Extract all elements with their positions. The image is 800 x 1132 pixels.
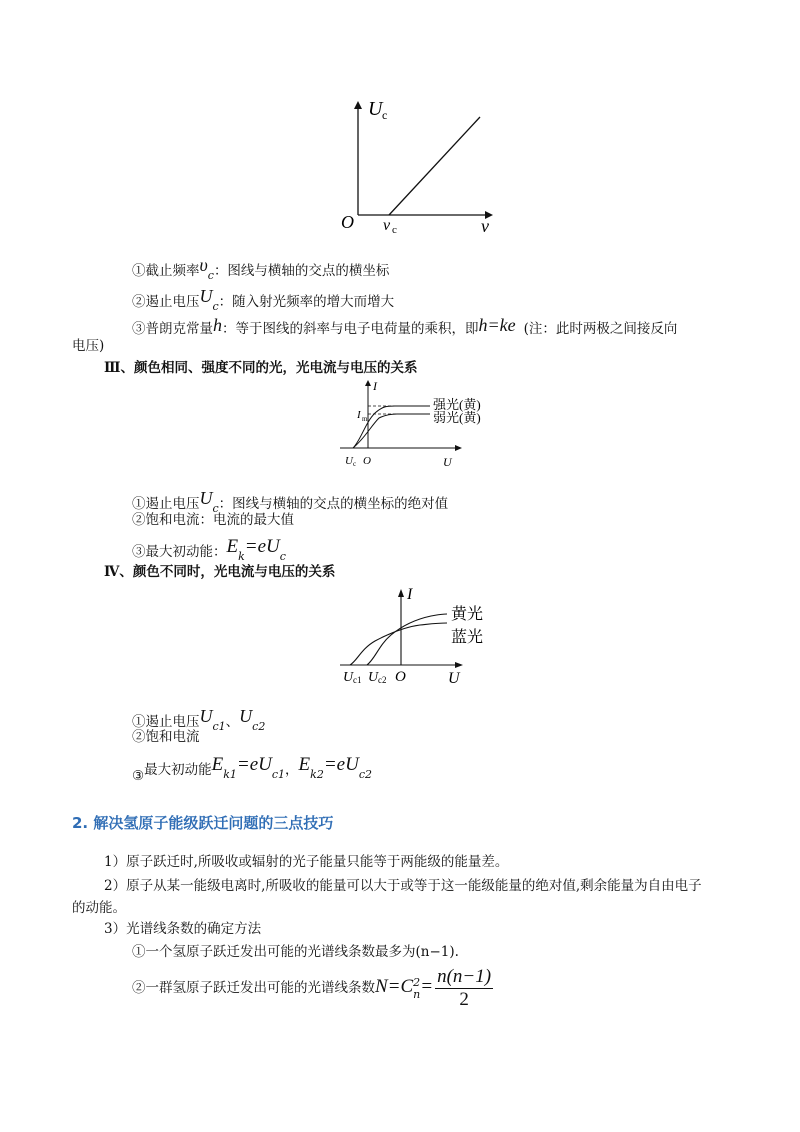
tip-3a: ①一个氢原子跃迁发出可能的光谱线条数最多为(n−1).: [132, 944, 459, 960]
fig2-origin: O: [363, 455, 371, 467]
heading-3: Ⅲ、颜色相同、强度不同的光，光电流与电压的关系: [104, 360, 418, 376]
fig2-strong: 强光(黄): [433, 397, 481, 412]
figure-current-vs-voltage-intensity: [335, 378, 495, 473]
fig3-uc2: U: [368, 670, 379, 685]
section-heading-2: 2. 解决氢原子能级跃迁问题的三点技巧: [72, 814, 334, 832]
fig2-uc: U: [345, 455, 353, 467]
fig3-origin: O: [395, 669, 406, 685]
tip-2: 2）原子从某一能级电离时,所吸收的能量可以大于或等于这一能级能量的绝对值,剩余能量为自由电子: [104, 878, 702, 894]
s1-item1: ①截止频率$\upsilon_c$：图线与横轴的交点的横坐标: [132, 255, 390, 282]
fig1-x-label: ν: [481, 216, 489, 235]
s1-item2: ②遏止电压$U_c$：随入射光频率的增大而增大: [132, 286, 395, 313]
fig2-uc-sub: c: [353, 460, 357, 468]
fig1-y-label: U: [368, 98, 383, 120]
fig1-origin: O: [341, 212, 354, 232]
s4-item1: ①遏止电压$U_{c1}$、$U_{c2}$: [132, 706, 266, 733]
fraction: $\frac{n(n-1)}{2}$: [437, 966, 492, 1010]
s3-item1: ①遏止电压$U_c$：图线与横轴的交点的横坐标的绝对值: [132, 488, 449, 515]
s1-item3-cont: 电压): [72, 338, 105, 354]
figure-current-vs-voltage-color: [335, 583, 505, 688]
fig1-y-sub: c: [382, 108, 388, 122]
s4-item3: ③最大初动能$E_{k1}=eU_{c1}$，$E_{k2}=eU_{c2}$: [132, 754, 372, 784]
fig3-blue: 蓝光: [451, 629, 484, 646]
fig1-x-tick-sub: c: [392, 224, 397, 235]
figure-uc-vs-frequency: [335, 95, 505, 235]
fig2-im-sub: m: [362, 415, 368, 423]
fig3-uc1: U: [343, 670, 354, 685]
tip-1: 1）原子跃迁时,所吸收或辐射的光子能量只能等于两能级的能量差。: [104, 854, 509, 870]
fig2-weak: 弱光(黄): [433, 410, 481, 425]
fig3-yellow: 黄光: [451, 606, 484, 623]
s3-item2: ②饱和电流：电流的最大值: [132, 512, 294, 528]
fig2-y-label: I: [373, 379, 377, 393]
fig3-x-label: U: [448, 670, 460, 687]
fig3-uc1-sub: c1: [353, 675, 362, 685]
fig2-im-label: I: [357, 409, 361, 421]
heading-4: Ⅳ、颜色不同时，光电流与电压的关系: [104, 564, 336, 580]
s4-item2: ②饱和电流: [132, 729, 200, 745]
fig2-x-label: U: [443, 455, 452, 469]
tip-3b: ②一群氢原子跃迁发出可能的光谱线条数N=C 2 n = $\frac{n(n-1)}{2}$: [132, 966, 492, 1010]
tip-3: 3）光谱线条数的确定方法: [104, 921, 262, 937]
fig3-uc2-sub: c2: [378, 675, 387, 685]
s3-item3: ③最大初动能：$E_k=eU_c$: [132, 536, 286, 563]
s1-item3: ③普朗克常量h：等于图线的斜率与电子电荷量的乘积，即h=ke (注：此时两极之间接反向: [132, 315, 678, 337]
tip-2-cont: 的动能。: [72, 900, 126, 916]
fig1-x-tick: ν: [383, 217, 391, 234]
fig3-y-label: I: [407, 586, 413, 603]
